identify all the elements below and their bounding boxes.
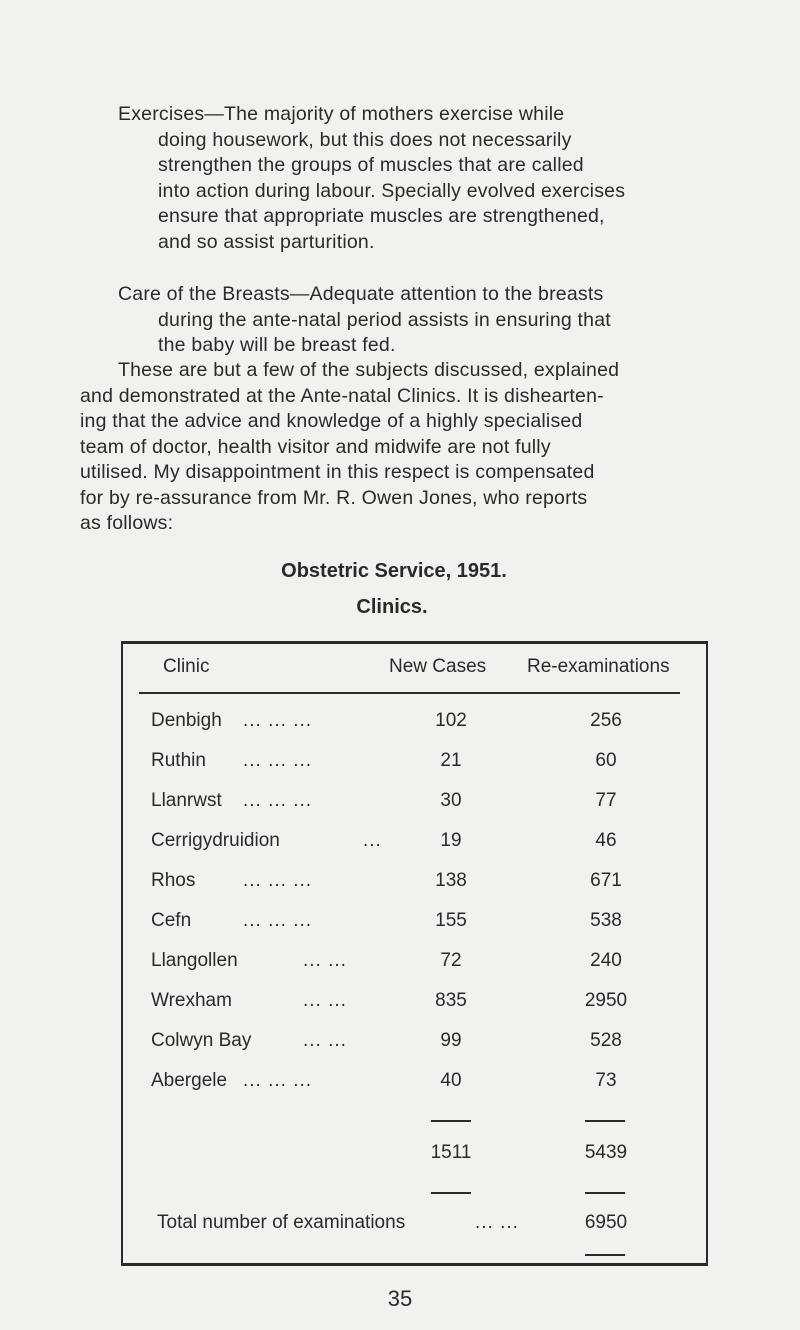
text-line: Exercises—The majority of mothers exercise while	[118, 103, 565, 125]
clinic-name: Wrexham	[151, 990, 232, 1011]
new-cases-value: 99	[440, 1030, 462, 1051]
new-cases-value: 835	[435, 990, 467, 1011]
leader-dots: ... ...	[303, 950, 347, 971]
page-number: 35	[387, 1286, 413, 1311]
total-rule	[431, 1192, 471, 1194]
text-line: as follows:	[80, 512, 174, 534]
text-line: for by re-assurance from Mr. R. Owen Jones, who reports	[80, 486, 588, 509]
text-line: team of doctor, health visitor and midwife are not fully	[80, 435, 551, 458]
text-line: doing housework, but this does not necessarily	[158, 128, 572, 151]
reexam-value: 2950	[584, 990, 628, 1011]
clinic-name: Colwyn Bay	[151, 1030, 252, 1051]
reexam-value: 240	[590, 950, 622, 971]
leader-dots: ... ...	[303, 990, 347, 1011]
leader-dots: ... ... ...	[243, 870, 313, 891]
clinic-name: Llanrwst	[151, 790, 222, 811]
subtotal-rule	[585, 1120, 625, 1122]
total-rule	[585, 1192, 625, 1194]
leader-dots: ... ... ...	[243, 910, 313, 931]
leader-dots: ...	[363, 830, 382, 851]
new-cases-value: 72	[440, 950, 462, 971]
column-header-new-cases: New Cases	[389, 656, 487, 677]
text-line: the baby will be breast fed.	[158, 334, 396, 356]
table-header-row	[123, 656, 706, 686]
new-cases-value: 102	[435, 710, 467, 731]
clinic-name: Abergele	[151, 1070, 228, 1091]
section-subheading: Clinics.	[356, 596, 428, 618]
header-rule	[139, 692, 680, 694]
new-cases-value: 30	[440, 790, 462, 811]
column-header-clinic: Clinic	[163, 656, 210, 677]
text-line: into action during labour. Specially evolved exercises	[158, 179, 626, 202]
clinic-name: Ruthin	[151, 750, 206, 771]
clinic-name: Rhos	[151, 870, 196, 891]
table-row	[123, 750, 706, 780]
leader-dots: ... ... ...	[243, 790, 313, 811]
paragraph-breasts	[118, 282, 718, 359]
text-line: utilised. My disappointment in this respect is compensated	[80, 461, 595, 483]
table-row	[123, 830, 706, 860]
text-line: ing that the advice and knowledge of a highly specialised	[80, 410, 583, 432]
paragraph-exercises	[118, 102, 718, 255]
clinic-name: Cerrigydruidion	[151, 830, 280, 851]
subtotal-rule	[431, 1120, 471, 1122]
grand-total-rule	[585, 1254, 625, 1256]
grand-total-label: Total number of examinations	[157, 1212, 406, 1233]
text-line: ensure that appropriate muscles are strengthened,	[158, 205, 605, 227]
leader-dots: ... ... ...	[243, 750, 313, 771]
text-line: strengthen the groups of muscles that are called	[158, 154, 584, 176]
clinic-name: Denbigh	[151, 710, 222, 731]
table-row	[123, 950, 706, 980]
table-row	[123, 910, 706, 940]
text-line: and demonstrated at the Ante-natal Clinics. It is dishearten-	[80, 384, 604, 407]
leader-dots: ... ...	[475, 1212, 519, 1233]
text-line: during the ante-natal period assists in ensuring that	[158, 308, 611, 331]
grand-total-row	[123, 1212, 706, 1242]
reexam-value: 77	[595, 790, 617, 811]
reexam-total: 5439	[584, 1142, 628, 1163]
clinic-name: Llangollen	[151, 950, 238, 971]
totals-row	[123, 1142, 706, 1172]
table-row	[123, 1070, 706, 1100]
clinics-table	[121, 641, 708, 1266]
paragraph-subjects	[80, 358, 720, 537]
new-cases-total: 1511	[430, 1142, 472, 1163]
table-row	[123, 790, 706, 820]
leader-dots: ... ... ...	[243, 1070, 313, 1091]
new-cases-value: 21	[440, 750, 462, 771]
new-cases-value: 155	[435, 910, 467, 931]
new-cases-value: 138	[435, 870, 467, 891]
reexam-value: 671	[590, 870, 622, 891]
reexam-value: 256	[590, 710, 622, 731]
text-line: and so assist parturition.	[158, 230, 375, 253]
clinic-name: Cefn	[151, 910, 192, 931]
table-row	[123, 870, 706, 900]
section-heading: Obstetric Service, 1951.	[281, 560, 507, 582]
reexam-value: 528	[590, 1030, 622, 1051]
leader-dots: ... ...	[303, 1030, 347, 1051]
table-row	[123, 990, 706, 1020]
reexam-value: 60	[595, 750, 617, 771]
table-row	[123, 1030, 706, 1060]
text-line: Care of the Breasts—Adequate attention to the breasts	[118, 283, 604, 305]
reexam-value: 538	[590, 910, 622, 931]
new-cases-value: 19	[440, 830, 462, 851]
reexam-value: 46	[595, 830, 617, 851]
column-header-reexaminations: Re-examinations	[527, 656, 670, 677]
text-line: These are but a few of the subjects discussed, explained	[118, 359, 620, 381]
reexam-value: 73	[595, 1070, 617, 1091]
leader-dots: ... ... ...	[243, 710, 313, 731]
grand-total-value: 6950	[584, 1212, 628, 1233]
new-cases-value: 40	[440, 1070, 462, 1091]
table-row	[123, 710, 706, 740]
